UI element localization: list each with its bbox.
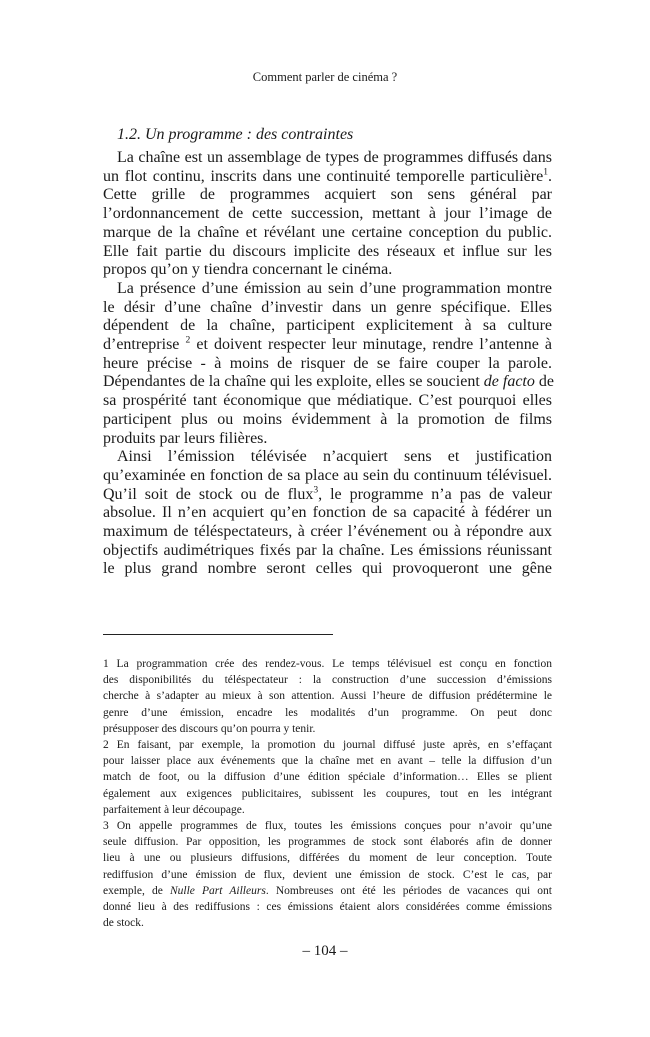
text-line	[103, 769, 552, 785]
text-run: participent plus ou moins évidemment à la promotion de films	[103, 410, 552, 428]
text-run: match de foot, ou la diffusion d’une édition spéciale d’information… Elles se plient	[103, 771, 552, 784]
text-line	[103, 280, 552, 299]
text-run: Ainsi l’émission télévisée n’acquiert sens et justification	[117, 448, 552, 466]
text-run: 3 On appelle programmes de flux, toutes les émissions conçues pour n’avoir qu’une	[103, 820, 552, 833]
text-run: Cette grille de programmes acquiert son sens général par	[103, 186, 552, 204]
text-run: le désir d’une chaîne d’investir dans un genre spécifique. Elles	[103, 298, 552, 316]
text-line	[103, 448, 552, 467]
text-line	[103, 672, 552, 688]
text-run: heure précise - à moins de risquer de se faire couper la parole.	[103, 354, 552, 372]
text-run: de	[534, 373, 554, 391]
text-run: .	[548, 167, 552, 185]
text-line	[103, 753, 552, 769]
text-run: 2 En faisant, par exemple, la promotion du journal diffusé juste après, en s’effaçant	[103, 739, 552, 752]
text-run: également aux exigences publicitaires, subissent les coupures, tout en les intégrant	[103, 787, 552, 800]
text-line	[103, 504, 552, 523]
text-run: pour laisser place aux événements que la chaîne met en avant – telle la diffusion d’un	[103, 755, 552, 768]
text-run: parfaitement à leur découpage.	[103, 803, 245, 816]
text-line	[103, 411, 552, 430]
text-run: dépendent de la chaîne, participent explicitement à sa culture	[103, 317, 552, 335]
text-run: produits par leurs filières.	[103, 429, 268, 447]
footnote-ref: 2	[185, 334, 191, 346]
text-run: absolue. Il n’en acquiert qu’en fonction de sa capacité à fédérer un	[103, 504, 552, 522]
text-run: sa prospérité tant économique que médiatique. C’est pourquoi elles	[103, 392, 552, 410]
main-text	[103, 125, 552, 579]
italic-text: de facto	[483, 373, 535, 391]
text-run: rediffusion d’une émission de flux, devient une émission de stock. C’est le cas, par	[103, 868, 552, 881]
text-run: objectifs audimétriques fixés par la chaîne. Les émissions réunissant	[103, 541, 552, 559]
text-line	[103, 915, 552, 931]
text-line	[103, 899, 552, 915]
footnote	[103, 818, 552, 931]
text-line	[103, 355, 552, 374]
text-line	[103, 205, 552, 224]
italic-text: Nulle Part Ailleurs	[169, 884, 266, 897]
text-line	[103, 317, 552, 336]
text-line	[103, 467, 552, 486]
text-line	[103, 336, 552, 355]
paragraph	[103, 149, 552, 280]
text-run: La présence d’une émission au sein d’une programmation montre	[117, 279, 552, 297]
text-line	[103, 786, 552, 802]
text-run: lieu à une ou plusieurs diffusions, différées du moment de leur conception. Toute	[103, 852, 552, 865]
text-line	[103, 850, 552, 866]
text-run: de stock.	[103, 917, 144, 930]
text-run: donné lieu à des rediffusions : ces émissions étaient alors considérées comme émissions	[103, 901, 552, 914]
footnote-ref: 1	[543, 165, 548, 177]
running-header: Comment parler de cinéma ?	[252, 70, 398, 84]
text-line	[103, 867, 552, 883]
footnote	[103, 656, 552, 737]
text-run: Elle fait partie du discours implicite des réseaux et influe sur les	[103, 242, 552, 260]
text-line	[103, 224, 552, 243]
text-line	[103, 737, 552, 753]
text-line	[103, 834, 552, 850]
text-line	[103, 299, 552, 318]
text-run: le plus grand nombre seront celles qui provoqueront une gêne	[103, 560, 552, 578]
text-run: d’entreprise	[103, 336, 186, 354]
page-number: – 104 –	[302, 943, 348, 959]
text-line	[103, 392, 552, 411]
footnote-ref: 3	[313, 483, 319, 495]
text-run: Qu’il soit de stock ou de flux	[103, 485, 314, 503]
text-line	[103, 165, 552, 187]
text-line	[103, 430, 552, 449]
text-run: . Nombreuses ont été les périodes de vacances qui ont	[265, 884, 552, 897]
text-run: seule diffusion. Par opposition, les programmes de stock sont élaborés afin de donner	[103, 836, 552, 849]
text-run: exemple, de	[103, 884, 170, 897]
text-run: marque de la chaîne et révélant une certaine conception du public.	[103, 223, 552, 241]
text-line	[103, 542, 552, 561]
text-line	[103, 802, 552, 818]
footnote-separator	[103, 634, 333, 635]
text-run: La chaîne est un assemblage de types de programmes diffusés dans	[117, 149, 552, 166]
text-line	[103, 656, 552, 672]
text-line	[103, 243, 552, 262]
text-line	[103, 483, 553, 505]
text-line	[103, 883, 552, 899]
footnote	[103, 737, 552, 818]
text-line	[103, 186, 552, 205]
body-paragraphs	[103, 149, 552, 579]
section-heading: 1.2. Un programme : des contraintes	[117, 126, 354, 143]
text-line	[103, 523, 552, 542]
text-run: propos qu’on y tiendra concernant le cinéma.	[103, 261, 393, 279]
paragraph	[103, 448, 552, 579]
text-run: , le programme n’a pas de valeur	[318, 485, 553, 503]
text-line	[103, 721, 552, 737]
text-line	[103, 818, 552, 834]
text-run: des disponibilités du téléspectateur : la construction d’une succession d’émissions	[103, 674, 552, 687]
text-run: Dépendantes de la chaîne qui les exploite, elles se soucient	[103, 373, 484, 391]
text-line	[103, 705, 552, 721]
text-line	[103, 560, 552, 579]
footnotes	[103, 656, 552, 931]
text-run: qu’examinée en fonction de sa place au sein du continuum télévisuel.	[103, 466, 552, 484]
text-line	[103, 149, 552, 168]
text-run: l’ordonnancement de cette succession, mettant à jour l’image de	[103, 205, 552, 223]
text-line	[103, 688, 552, 704]
paragraph	[103, 280, 552, 448]
text-run: et doivent respecter leur minutage, rendre l’antenne à	[190, 336, 553, 354]
text-run: 1 La programmation crée des rendez-vous. Le temps télévisuel est conçu en fonction	[103, 658, 552, 670]
text-line	[103, 373, 552, 392]
text-run: genre d’une émission, encadre les modalités d’un programme. On peut donc	[103, 706, 552, 719]
text-line	[103, 261, 552, 280]
text-run: présupposer des discours qu’on pourra y tenir.	[103, 722, 316, 735]
text-run: un flot continu, inscrits dans une continuité temporelle particulière	[103, 167, 544, 185]
text-run: maximum de téléspectateurs, à créer l’événement ou à répondre aux	[103, 523, 552, 541]
text-run: cherche à s’adapter au mieux à son attention. Aussi l’heure de diffusion prédétermine le	[103, 690, 552, 703]
